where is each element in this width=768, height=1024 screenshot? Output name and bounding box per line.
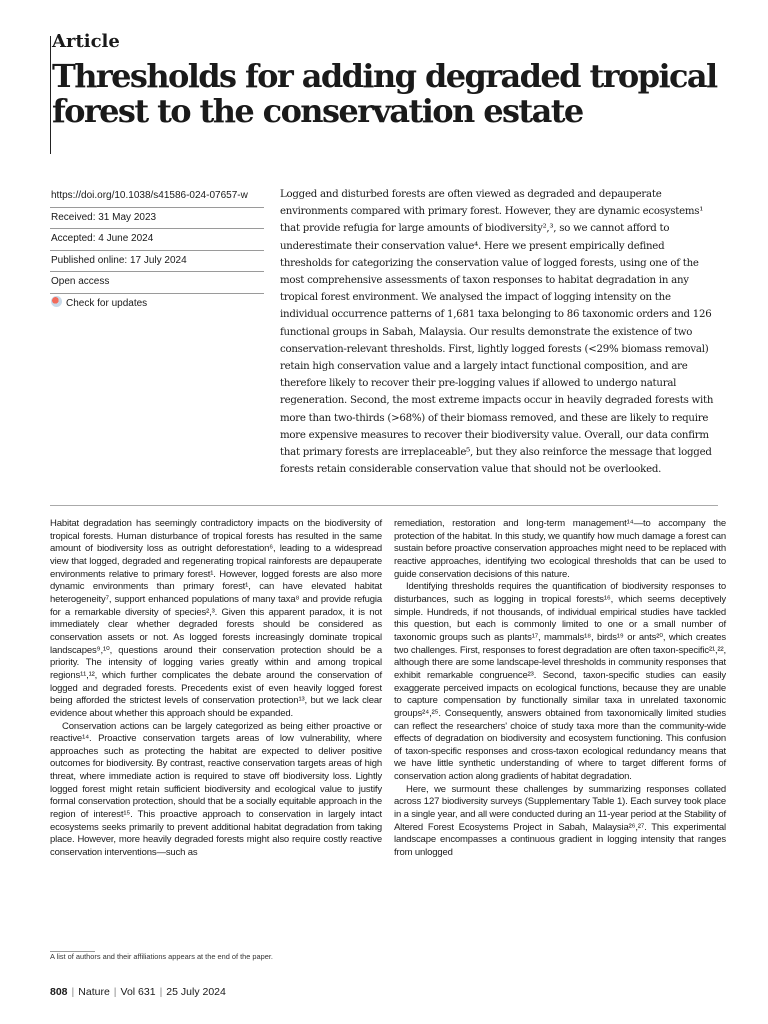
abstract [280, 186, 718, 478]
page-title: Thresholds for adding degraded tropical forest to the conservation estate [52, 57, 717, 130]
page-footer: 808 | Nature | Vol 631 | 25 July 2024 [50, 986, 226, 998]
abstract-text: Logged and disturbed forests are often viewed as degraded and depauperate environments compared with primary forest. However, they are dynamic ecosystems¹ that provide refugia for large amounts of biodiversity²,³, so we cannot afford to underestimate their conservation value⁴. Here we present empirically defined thresholds for categorizing the conservation value of logged forests, using one of the most comprehensive assessments of taxon responses to habitat degradation in any tropical forest environment. We analysed the impact of logging intensity on the individual occurrence patterns of 1,681 taxa belonging to 86 taxonomic orders and 126 functional groups in Sabah, Malaysia. Our results demonstrate the existence of two conservation-relevant thresholds. First, lightly logged forests (<29% biomass removal) retain high conservation value and a largely intact functional composition, and are therefore likely to recover their pre-logging values if allowed to undergo natural regeneration. Second, the most extreme impacts occur in heavily degraded forests with more than two-thirds (>68%) of their biomass removed, and these are likely to require more expensive measures to recover their biodiversity value. Overall, our data confirm that primary forests are irreplaceable⁵, but they also reinforce the message that logged forests retain considerable conservation value that should not be overlooked. [280, 189, 714, 476]
article-type-label: Article [52, 31, 120, 52]
accepted-date: Accepted: 4 June 2024 [50, 228, 264, 250]
update-icon [51, 296, 62, 307]
open-access-label: Open access [50, 271, 264, 293]
header-accent-line [50, 36, 51, 154]
check-for-updates-button[interactable] [50, 293, 264, 315]
received-date: Received: 31 May 2023 [50, 207, 264, 229]
issue-date: 25 July 2024 [166, 986, 226, 998]
article-metadata [50, 186, 264, 315]
body-column-left [50, 518, 382, 860]
author-affiliations-note: A list of authors and their affiliations appears at the end of the paper. [50, 952, 273, 961]
journal-volume: Vol 631 [120, 986, 156, 998]
page-number: 808 [50, 986, 68, 998]
body-paragraph: Conservation actions can be largely categorized as being either proactive or reactive¹⁴. Proactive conservation targets areas of low vulnerability, where approaches such as protecting the habitat are expected to deliver positive outcomes for biodiversity. By contrast, reactive conservation targets areas of high threat, where immediate action is required to stave off biodiversity loss. Lightly logged forest might retain sufficient biodiversity and ecological value to justify formal conservation protection, should that be a socially equitable approach in the region of interest¹⁵. This proactive approach to conservation in largely intact ecosystems seeks primarily to prevent additional habitat degradation from taking place. However, more heavily degraded forests might also require costly reactive conservation interventions—such as [50, 720, 382, 859]
body-paragraph: Habitat degradation has seemingly contradictory impacts on the biodiversity of tropical forests. Human disturbance of tropical forests has resulted in the same amount of biodiversity loss as outright deforestation⁶, leading to a widespread view that logged, degraded and regenerating tropical rainforests are depauperate environments relative to primary forest¹. However, logged forests are also more dynamic environments than primary forest¹, can have elevated habitat heterogeneity⁷, support enhanced populations of many taxa⁸ and provide refugia for a remarkable diversity of species²,³. Given this apparent paradox, it is not immediately clear whether degraded forests should be considered as conservation assets or not. As logged forests increasingly dominate tropical landscapes⁹,¹⁰, questions around their conservation protection should be a priority. The intensity of logging varies greatly within and among tropical regions¹¹,¹², which further complicates the debate around the conservation of logged and degraded forests. Precedents exist of even heavily logged forest being afforded the strictest levels of conservation protection¹³, but we lack clear evidence about whether this approach should be expanded. [50, 518, 382, 719]
body-paragraph: remediation, restoration and long-term management¹⁴—to accompany the protection of the habitat. In this study, we quantify how much damage a forest can sustain before proactive conservation approaches might need to be replaced with reactive approaches, identifying two ecological thresholds that can be used to guide conservation decisions of this nature. [394, 518, 726, 580]
doi-link[interactable]: https://doi.org/10.1038/s41586-024-07657-w [51, 190, 248, 201]
body-paragraph: Here, we surmount these challenges by summarizing responses collated across 127 biodiversity surveys (Supplementary Table 1). Each survey took place in a single year, and all were conducted during an 11-year period at the Stability of Altered Forest Ecosystems Project in Sabah, Malaysia²⁶,²⁷. This experimental landscape encompasses a continuous gradient in logging intensity that ranges from unlogged [394, 783, 726, 859]
journal-name: Nature [78, 986, 110, 998]
published-date: Published online: 17 July 2024 [50, 250, 264, 272]
body-column-right [394, 518, 726, 860]
check-for-updates-label: Check for updates [66, 297, 148, 309]
body-paragraph: Identifying thresholds requires the quantification of biodiversity responses to disturbances, such as logging in tropical forests¹⁶, which seems deceptively simple. Hundreds, if not thousands, of individual empirical studies have tackled this question, but each is commonly limited to one or a small number of taxonomic groups such as plants¹⁷, mammals¹⁸, birds¹⁹ or ants²⁰, which creates two challenges. First, responses to forest degradation are often taxon-specific²¹,²², although there are some landscape-level thresholds in community responses that exhibit remarkable congruence²³. Second, taxon-specific studies can easily exaggerate perceived impacts on ecological functions, because they are unable to capture compensation by functionally similar taxa in unrelated taxonomic groups²⁴,²⁵. Consequently, answers obtained from taxonomically limited studies can reflect the researchers' choice of study taxa more than the community-wide effects of degradation on biodiversity and ecosystem functioning. This confusion of taxon-specific responses and cross-taxon ecological redundancy means that we have little synthetic understanding of where to target different forms of conservation action along gradients of habitat degradation. [394, 581, 726, 783]
section-divider [50, 505, 718, 506]
